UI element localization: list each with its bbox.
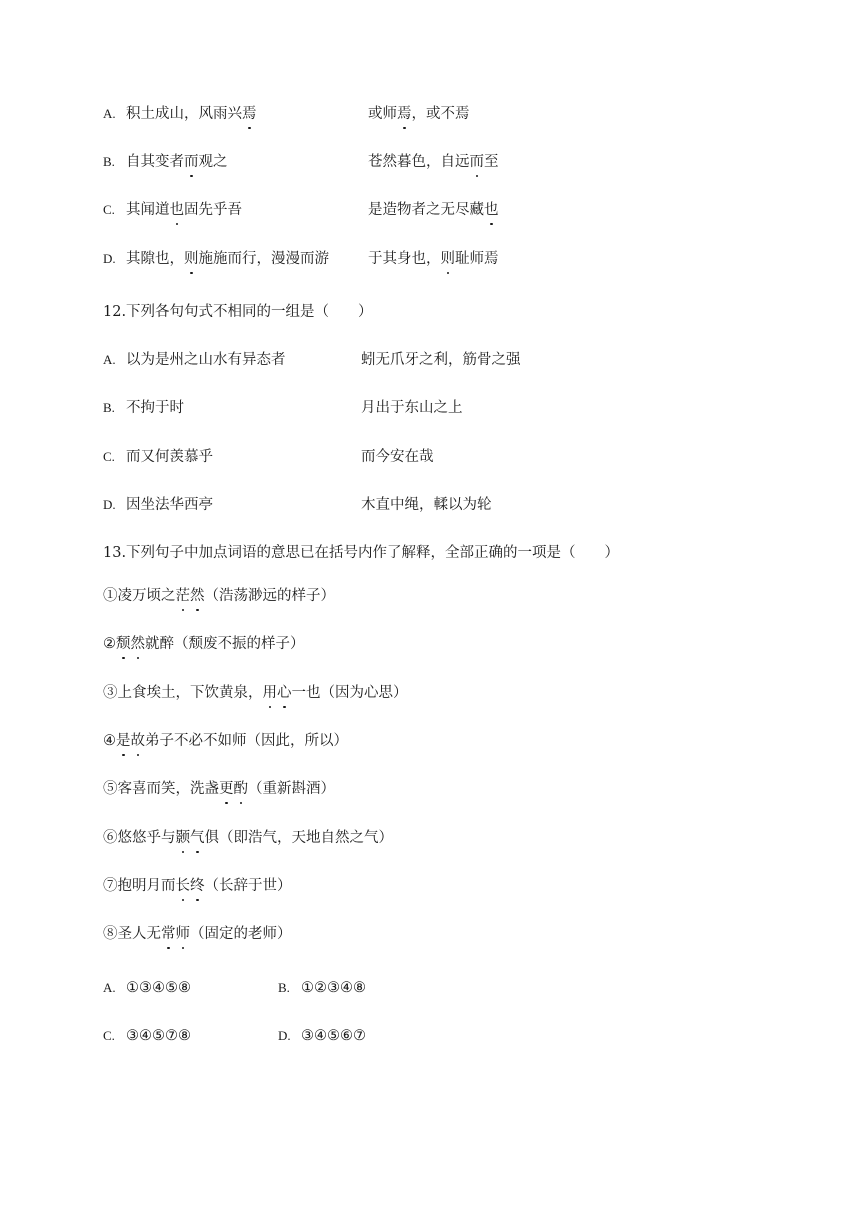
q12-option-a-label: A. xyxy=(103,352,116,367)
q13-item-4: ④是故弟子不必不如师（因此，所以） xyxy=(103,733,348,749)
q11-option-a-left: 积土成山，风雨兴焉 xyxy=(126,106,257,122)
q13-choice-d: ③④⑤⑥⑦ xyxy=(301,1028,366,1044)
q12-option-c-right: 而今安在哉 xyxy=(361,449,434,465)
q13-question: 13.下列句子中加点词语的意思已在括号内作了解释，全部正确的一项是（ ） xyxy=(103,545,620,561)
q13-choice-c-label: C. xyxy=(103,1028,115,1043)
q11-option-a-label: A. xyxy=(103,106,116,121)
q13-item-2: ②颓然就醉（颓废不振的样子） xyxy=(103,636,305,652)
q13-choice-a-label: A. xyxy=(103,980,116,995)
q13-choice-b-label: B. xyxy=(278,980,290,995)
q11-option-d-left: 其隙也，则施施而行，漫漫而游 xyxy=(126,251,329,267)
q11-option-b-label: B. xyxy=(103,154,115,169)
q12-option-d-right: 木直中绳，輮以为轮 xyxy=(361,497,492,513)
q11-option-c-label: C. xyxy=(103,202,115,217)
q13-choice-c: ③④⑤⑦⑧ xyxy=(126,1028,191,1044)
q13-choice-a: ①③④⑤⑧ xyxy=(126,980,191,996)
q13-item-1: ①凌万顷之茫然（浩荡渺远的样子） xyxy=(103,588,335,604)
q11-option-c-right: 是造物者之无尽藏也 xyxy=(368,202,499,218)
q11-option-c-left: 其闻道也固先乎吾 xyxy=(126,202,242,218)
q13-item-6: ⑥悠悠乎与颢气俱（即浩气，天地自然之气） xyxy=(103,830,393,846)
q11-option-d-label: D. xyxy=(103,251,116,266)
q12-question: 12.下列各句句式不相同的一组是（ ） xyxy=(103,304,373,320)
q12-option-d-label: D. xyxy=(103,497,116,512)
q11-option-d-right: 于其身也，则耻师焉 xyxy=(368,251,499,267)
q13-choice-d-label: D. xyxy=(278,1028,291,1043)
q13-item-7: ⑦抱明月而长终（长辞于世） xyxy=(103,878,292,894)
q12-option-b-label: B. xyxy=(103,400,115,415)
q12-option-b-right: 月出于东山之上 xyxy=(361,400,463,416)
q11-option-a-right: 或师焉，或不焉 xyxy=(368,106,470,122)
q11-option-b-right: 苍然暮色，自远而至 xyxy=(368,154,499,170)
q12-option-c-left: 而又何羡慕乎 xyxy=(126,449,213,465)
q12-option-c-label: C. xyxy=(103,449,115,464)
q12-option-a-right: 蚓无爪牙之利，筋骨之强 xyxy=(361,352,521,368)
q11-option-b-left: 自其变者而观之 xyxy=(126,154,228,170)
q13-item-8: ⑧圣人无常师（固定的老师） xyxy=(103,926,292,942)
q13-choice-b: ①②③④⑧ xyxy=(301,980,366,996)
q13-item-5: ⑤客喜而笑，洗盏更酌（重新斟酒） xyxy=(103,781,335,797)
q12-option-b-left: 不拘于时 xyxy=(126,400,184,416)
q13-item-3: ③上食埃土，下饮黄泉，用心一也（因为心思） xyxy=(103,685,408,701)
q12-option-d-left: 因坐法华西亭 xyxy=(126,497,213,513)
q12-option-a-left: 以为是州之山水有异态者 xyxy=(126,352,286,368)
